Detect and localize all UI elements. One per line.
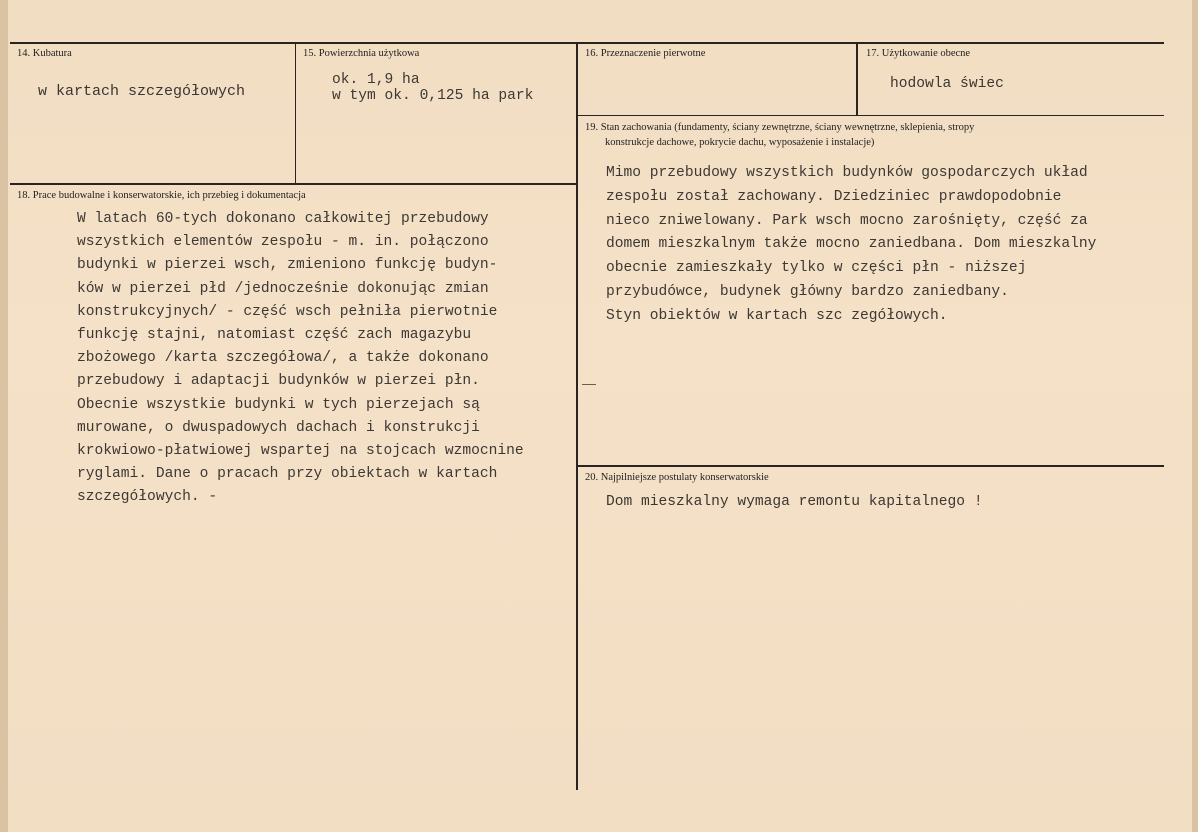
field-19-label-line: konstrukcje dachowe, pokrycie dachu, wyposażenie i instalacje) [605, 137, 875, 148]
text-line: przebudowy i adaptacji budynków w pierzei płn. [77, 373, 480, 390]
text-line: W latach 60-tych dokonano całkowitej przebudowy [77, 211, 489, 227]
text-line: zespołu został zachowany. Dziedziniec prawdopodobnie [606, 188, 1062, 205]
field-15-line: w tym ok. 0,125 ha park [332, 88, 534, 104]
text-line: funkcję stajni, natomiast część zach magazybu [77, 327, 472, 344]
field-15-label: 15. Powierzchnia użytkowa [303, 48, 420, 59]
text-line: nieco zniwelowany. Park wsch mocno zarośnięty, część za [606, 212, 1088, 229]
text-line: ków w pierzei płd /jednocześnie dokonując zmian [77, 280, 489, 297]
field-20-value: Dom mieszkalny wymaga remontu kapitalnego ! [606, 494, 983, 510]
field-14-label: 14. Kubatura [17, 48, 72, 59]
field-19-text [606, 162, 1096, 329]
field-18-text [77, 208, 524, 510]
text-line: obecnie zamieszkały tylko w części płn - niższej [606, 260, 1027, 277]
field-15-line: ok. 1,9 ha [332, 72, 420, 88]
field-17-label: 17. Użytkowanie obecne [866, 48, 971, 59]
divider-16-17 [856, 43, 858, 115]
text-line: murowane, o dwuspadowych dachach i konstrukcji [77, 419, 480, 436]
field-14-value: w kartach szczegółowych [38, 83, 246, 100]
card-edge-right [1192, 0, 1198, 832]
text-line: szczegółowych. - [77, 489, 218, 506]
text-line: konstrukcyjnych/ - część wsch pełniła pierwotnie [77, 303, 498, 320]
field-20-label: 20. Najpilniejsze postulaty konserwatorskie [585, 472, 769, 483]
field-15-value [332, 72, 533, 104]
divider-main [576, 43, 578, 790]
field-19-label-line: 19. Stan zachowania (fundamenty, ściany zewnętrzne, ściany wewnętrzne, sklepienia, stropy [585, 122, 975, 133]
field-17-value: hodowla świec [890, 76, 1004, 92]
text-line: wszystkich elementów zespołu - m. in. połączono [77, 234, 489, 251]
text-line: Obecnie wszystkie budynki w tych pierzejach są [77, 396, 480, 413]
text-line: krokwiowo-płatwiowej wspartej na stojcach wzmocnine [77, 443, 524, 460]
top-rule [10, 42, 1164, 44]
rule-under-17 [577, 115, 1164, 116]
card-edge-left [0, 0, 8, 832]
text-line: przybudówce, budynek główny bardzo zaniedbany. [606, 283, 1009, 300]
text-line: domem mieszkalnym także mocno zaniedbana. Dom mieszkalny [606, 236, 1097, 253]
stray-dash-mark [582, 384, 596, 385]
text-line: Styn obiektów w kartach szc zegółowych. [606, 307, 948, 324]
field-16-label: 16. Przeznaczenie pierwotne [585, 48, 706, 59]
field-18-label: 18. Prace budowalne i konserwatorskie, ich przebieg i dokumentacja [17, 190, 306, 201]
text-line: zbożowego /karta szczegółowa/, a także dokonano [77, 350, 489, 367]
divider-14-15 [295, 43, 296, 184]
text-line: ryglami. Dane o pracach przy obiektach w kartach [77, 466, 498, 483]
rule-above-18 [10, 183, 577, 185]
text-line: Mimo przebudowy wszystkich budynków gospodarczych układ [606, 165, 1088, 181]
field-19-label [585, 120, 974, 150]
rule-above-20 [577, 465, 1164, 467]
text-line: budynki w pierzei wsch, zmieniono funkcję budyn- [77, 257, 498, 274]
